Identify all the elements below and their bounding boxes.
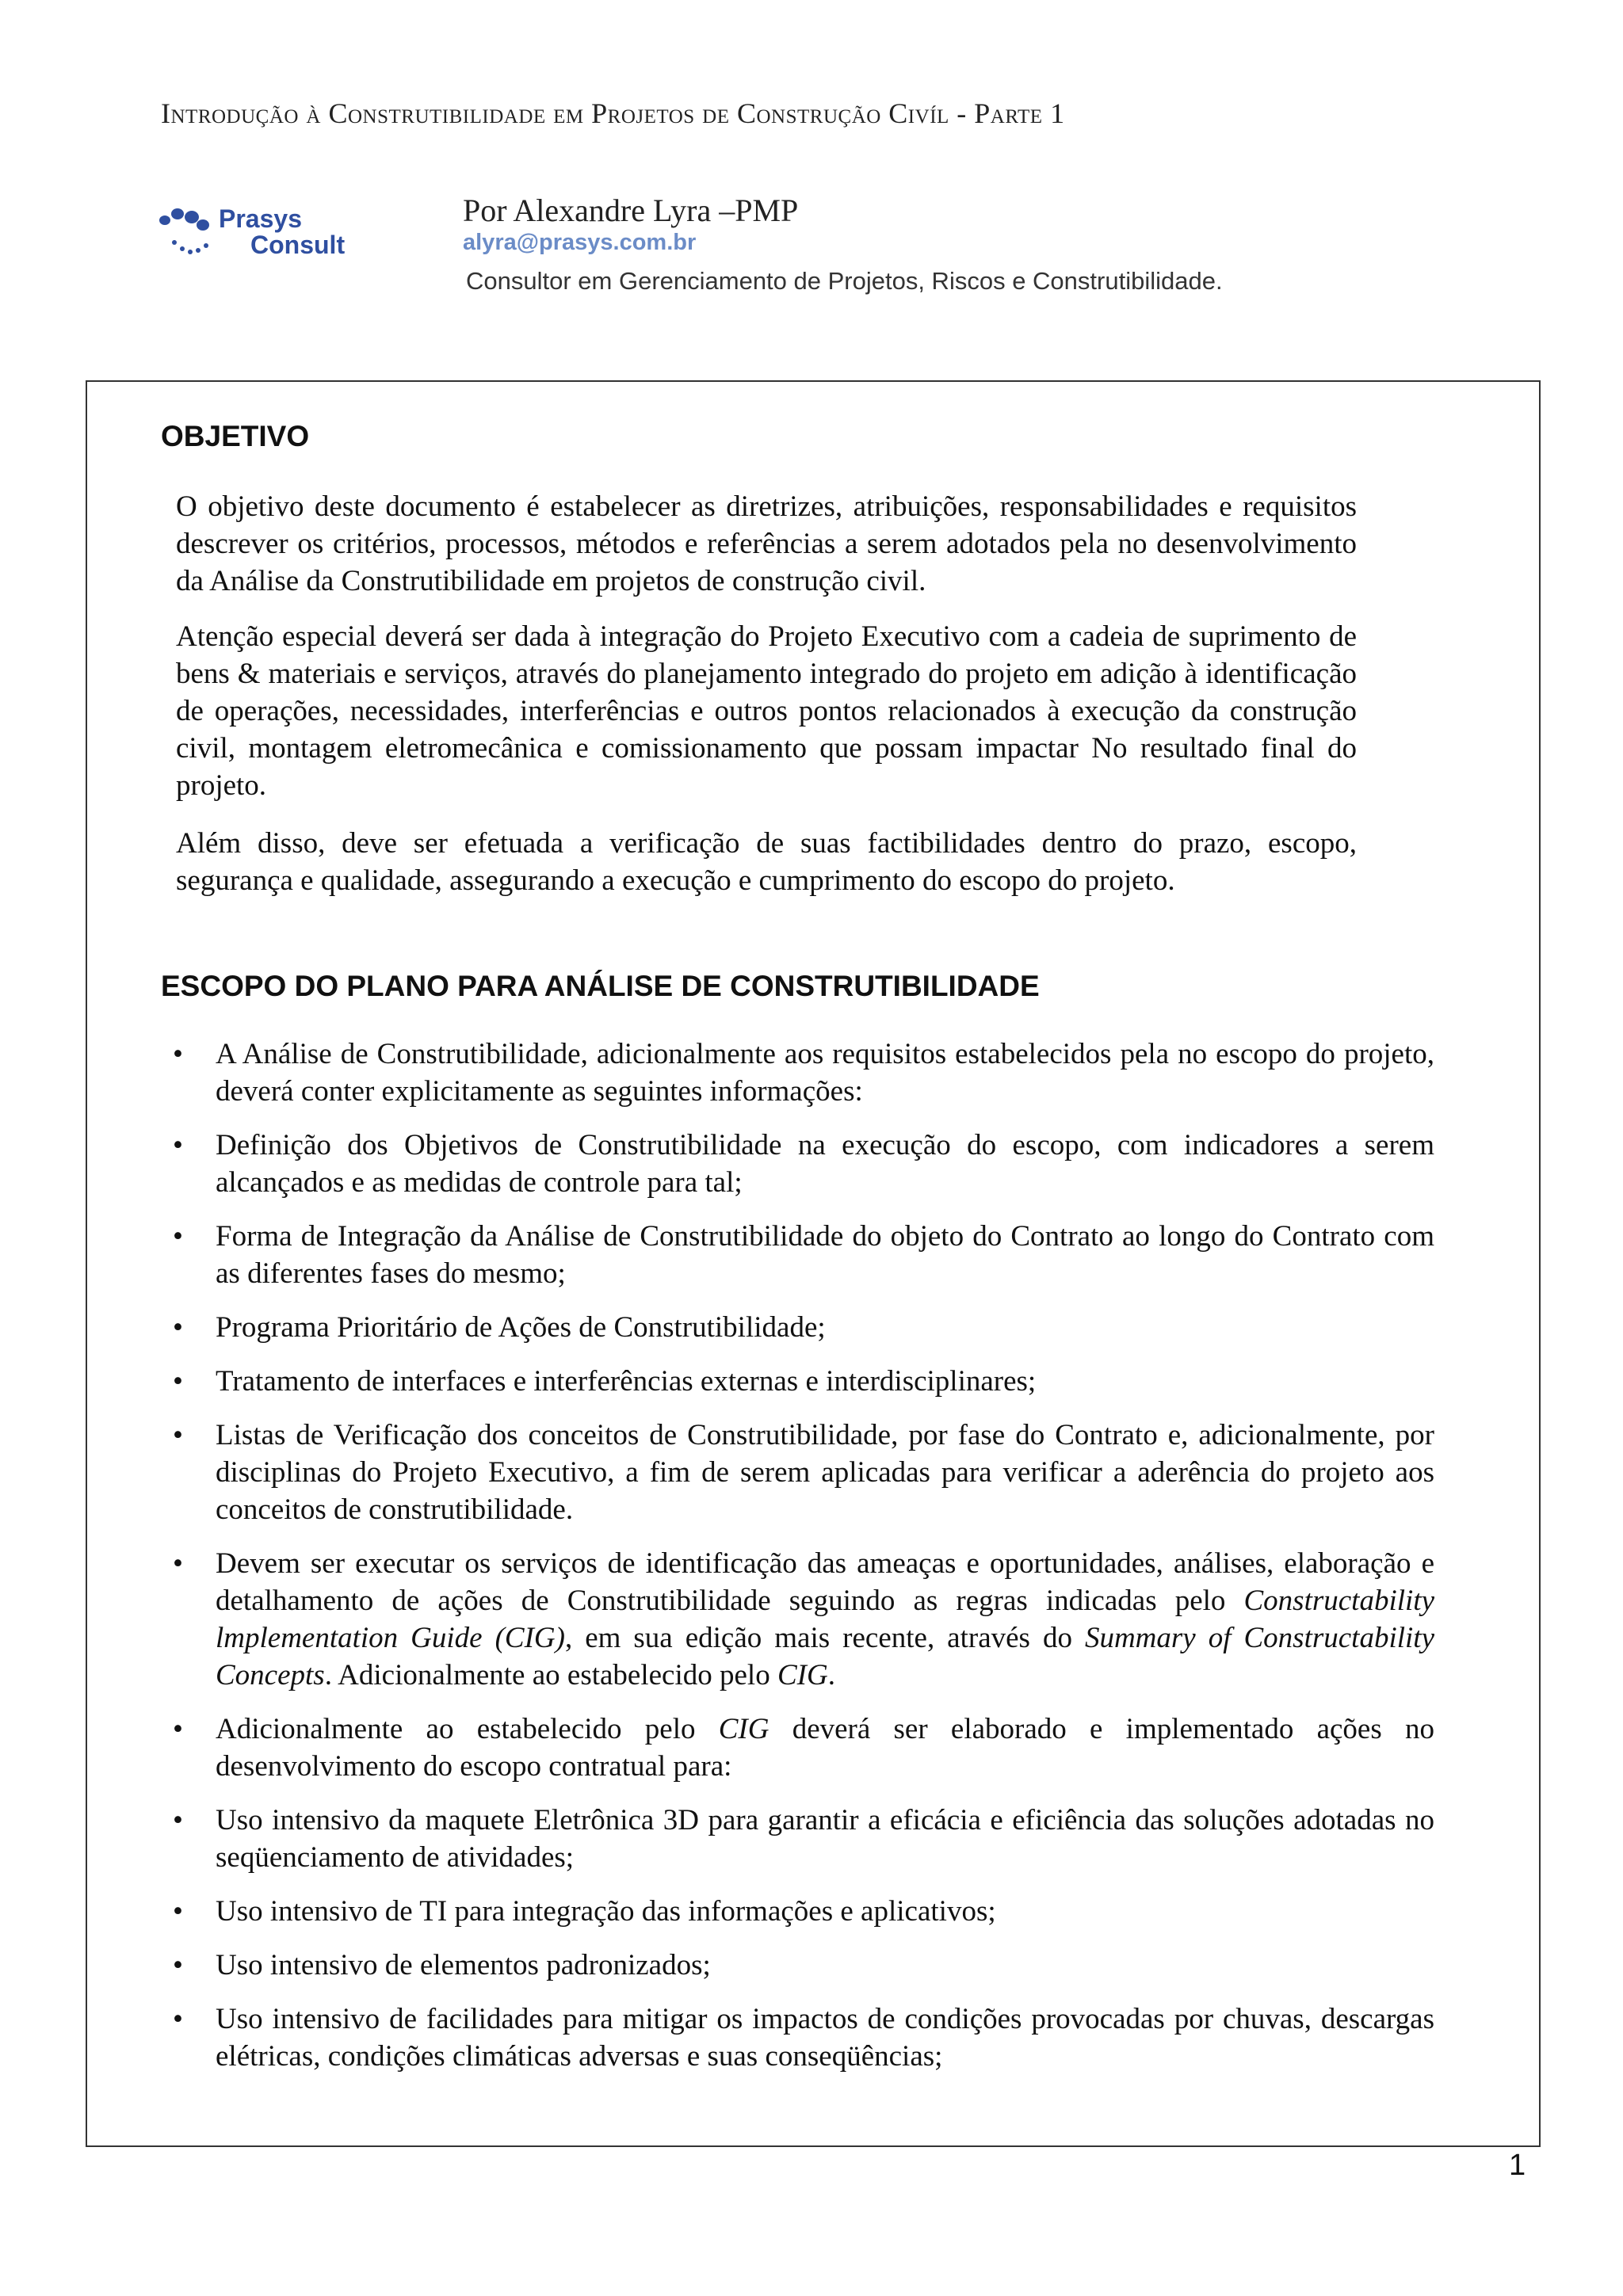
list-item-text: Definição dos Objetivos de Construtibilidade na execução do escopo, com indicadores a serem alcançados e as medidas de controle para tal; [216, 1129, 1434, 1199]
list-item: • Devem ser executar os serviços de identificação das ameaças e oportunidades, análises, elaboração e detalhamento de ações de Construtibilidade seguindo as regras indicadas pelo Constructability lmplementation Guide (CIG), em sua edição mais recente, através do Summary of Constructability Concepts. Adicionalmente ao estabelecido pelo CIG. [173, 1547, 1434, 1691]
logo-dots-icon [155, 204, 219, 268]
author-name: Por Alexandre Lyra –PMP [463, 193, 799, 228]
author-role: Consultor em Gerenciamento de Projetos, Riscos e Construtibilidade. [466, 267, 1223, 295]
summary-concepts-reference: Summary of Constructability Concepts [216, 1622, 1434, 1691]
objetivo-paragraph-1: O objetivo deste documento é estabelecer as diretrizes, atribuições, responsabilidades e requisitos descrever os critérios, processos, métodos e referências a serem adotados pela no desenvolvimento da Análise da Construtibilidade em projetos de construção civil. [176, 490, 1357, 597]
page-number: 1 [1509, 2149, 1526, 2182]
list-item: • Adicionalmente ao estabelecido pelo CIG deverá ser elaborado e implementado ações no desenvolvimento do escopo contratual para: [173, 1713, 1434, 1783]
logo-text-consult: Consult [250, 231, 346, 259]
cig-guide-reference: Constructability lmplementation Guide (CIG) [216, 1585, 1434, 1654]
header-title-text: Introdução à Construtibilidade em Projetos de Construção Civíl - Parte 1 [161, 97, 1065, 129]
list-item-text: A Análise de Construtibilidade, adicionalmente aos requisitos estabelecidos pela no escopo do projeto, deverá conter explicitamente as seguintes informações: [216, 1038, 1434, 1108]
list-item: • Programa Prioritário de Ações de Construtibilidade; [173, 1311, 826, 1344]
list-item: • Uso intensivo da maquete Eletrônica 3D para garantir a eficácia e eficiência das soluções adotadas no seqüenciamento de atividades; [173, 1804, 1434, 1874]
cig-reference: CIG [777, 1659, 828, 1691]
list-item: • Definição dos Objetivos de Construtibilidade na execução do escopo, com indicadores a serem alcançados e as medidas de controle para tal; [173, 1129, 1434, 1199]
list-item-text: Programa Prioritário de Ações de Construtibilidade; [216, 1311, 826, 1344]
prasys-consult-logo [155, 204, 353, 268]
list-item-text: Uso intensivo de elementos padronizados; [216, 1949, 711, 1981]
list-item: • Uso intensivo de facilidades para mitigar os impactos de condições provocadas por chuvas, descargas elétricas, condições climáticas adversas e suas conseqüências; [173, 2003, 1434, 2073]
list-item-text: Uso intensivo de TI para integração das informações e aplicativos; [216, 1895, 996, 1928]
list-item-text: Forma de Integração da Análise de Construtibilidade do objeto do Contrato ao longo do Contrato com as diferentes fases do mesmo; [216, 1220, 1434, 1290]
list-item: • Forma de Integração da Análise de Construtibilidade do objeto do Contrato ao longo do Contrato com as diferentes fases do mesmo; [173, 1220, 1434, 1290]
cig-reference: CIG [718, 1713, 769, 1745]
list-item-text: Devem ser executar os serviços de identificação das ameaças e oportunidades, análises, elaboração e detalhamento de ações de Construtibilidade seguindo as regras indicadas pelo Constructability lmplementation Guide (CIG), em sua edição mais recente, através do Summary of Constructability Concepts. Adicionalmente ao estabelecido pelo CIG. [216, 1547, 1434, 1691]
list-item: • Tratamento de interfaces e interferências externas e interdisciplinares; [173, 1365, 1037, 1398]
list-item: • Listas de Verificação dos conceitos de Construtibilidade, por fase do Contrato e, adicionalmente, por disciplinas do Projeto Executivo, a fim de serem aplicadas para verificar a aderência do projeto aos conceitos de construtibilidade. [173, 1419, 1434, 1526]
objetivo-paragraph-3: Além disso, deve ser efetuada a verificação de suas factibilidades dentro do prazo, escopo, segurança e qualidade, assegurando a execução e cumprimento do escopo do projeto. [176, 827, 1357, 897]
list-item: • Uso intensivo de elementos padronizados; [173, 1949, 711, 1981]
section-title-objetivo: OBJETIVO [161, 420, 310, 452]
logo-text-prasys: Prasys [219, 204, 302, 233]
list-item-text: Adicionalmente ao estabelecido pelo CIG deverá ser elaborado e implementado ações no desenvolvimento do escopo contratual para: [216, 1713, 1434, 1783]
list-item-text: Tratamento de interfaces e interferências externas e interdisciplinares; [216, 1365, 1037, 1398]
list-item-text: Uso intensivo da maquete Eletrônica 3D para garantir a eficácia e eficiência das soluções adotadas no seqüenciamento de atividades; [216, 1804, 1434, 1874]
list-item: • Uso intensivo de TI para integração das informações e aplicativos; [173, 1895, 996, 1928]
list-item-text: Listas de Verificação dos conceitos de Construtibilidade, por fase do Contrato e, adicionalmente, por disciplinas do Projeto Executivo, a fim de serem aplicadas para verificar a aderência do projeto aos conceitos de construtibilidade. [216, 1419, 1434, 1526]
escopo-bullet-list [173, 1035, 1434, 2092]
objetivo-paragraph-2: Atenção especial deverá ser dada à integração do Projeto Executivo com a cadeia de suprimento de bens & materiais e serviços, através do planejamento integrado do projeto em adição à identificação de operações, necessidades, interferências e outros pontos relacionados à execução da construção civil, montagem eletromecânica e comissionamento que possam impactar No resultado final do projeto. [176, 620, 1357, 802]
list-item: • A Análise de Construtibilidade, adicionalmente aos requisitos estabelecidos pela no escopo do projeto, deverá conter explicitamente as seguintes informações: [173, 1038, 1434, 1108]
section-title-escopo: ESCOPO DO PLANO PARA ANÁLISE DE CONSTRUTIBILIDADE [161, 970, 1040, 1002]
list-item-text: Uso intensivo de facilidades para mitigar os impactos de condições provocadas por chuvas, descargas elétricas, condições climáticas adversas e suas conseqüências; [216, 2003, 1434, 2073]
document-header-title [161, 97, 1065, 130]
author-email-link[interactable]: alyra@prasys.com.br [463, 230, 697, 255]
